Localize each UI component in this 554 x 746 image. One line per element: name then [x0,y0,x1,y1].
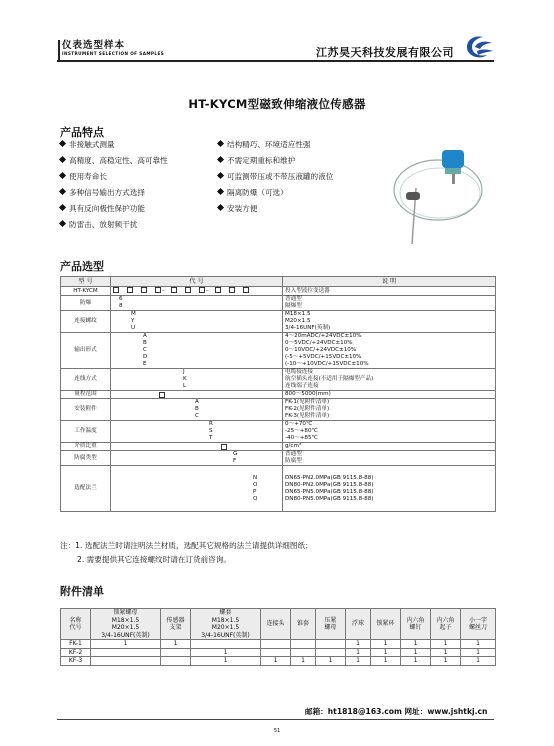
accessories-cell: FK-1 [61,640,91,649]
accessories-cell [291,640,316,649]
code-box [215,287,221,293]
selection-row-desc: 800～5000(mm) [283,391,496,399]
accessories-row [61,657,496,666]
accessories-cell: 1 [191,657,261,666]
accessories-cell: 1 [291,657,316,666]
accessories-cell [316,648,346,657]
selection-row-label: 介质比重 [61,443,111,451]
selection-row-codes [111,287,283,296]
accessories-cell: 1 [346,648,371,657]
diamond-bullet-icon [59,204,66,211]
selection-row-desc: g/cm³ [283,443,496,451]
accessories-cell: 1 [161,640,191,649]
code-box [127,287,133,293]
selection-row-desc: 0～+70℃ -25～+80℃ -40～+85℃ [283,421,496,443]
code-letters: A B C D E [143,333,148,367]
selection-row [61,311,496,333]
header-category [62,41,164,56]
note-2: 2. 需要提供其它连接螺纹时请在订货前咨询。 [77,555,231,564]
accessories-cell [191,640,261,649]
accessories-header-cell: 螺套 M18×1.5 M20×1.5 3/4-16UNF(英制) [191,609,261,640]
diamond-bullet-icon [217,188,224,195]
selection-row-label: 安装附件 [61,399,111,421]
footer-rule [57,719,494,720]
accessories-cell [161,657,191,666]
accessories-cell [161,648,191,657]
feature-item: 结构精巧、环境适应性强 [218,137,333,153]
header-category-en: INSTRUMENT SELECTION OF SAMPLES [62,50,165,56]
selection-row-codes [111,333,283,369]
selection-row-codes [111,466,283,512]
code-letters: 6 8 [119,296,123,309]
accessories-cell: 1 [461,640,496,649]
accessories-cell: 1 [461,657,496,666]
selection-row-desc: DN65-PN2.0MPa(GB 9115.8-88) DN80-PN2.0MPa(GB 9115.8-88) DN65-PN5.0MPa(GB 9115.8-88) DN80-PN5.0MPa(GB 9115.8-88) [283,466,496,512]
accessories-cell: 1 [346,640,371,649]
features-heading: 产品特点 [60,126,104,139]
footer-contact: 邮箱：ht1818@163.com 网址：www.jshtkj.cn [305,707,488,716]
code-box [113,287,119,293]
selection-row-codes [111,391,283,399]
accessories-row [61,648,496,657]
selection-body [61,287,496,512]
selection-row [61,296,496,311]
feature-item: 安装方便 [218,201,333,217]
accessories-cell: 1 [316,657,346,666]
selection-row-codes [111,451,283,466]
feature-item: 可监测带压或不带压液罐的液位 [218,169,333,185]
col-desc: 说 明 [283,277,496,287]
code-box [243,287,249,293]
code-letters: J K L [183,369,187,389]
selection-row-label: 连接螺纹 [61,311,111,333]
code-letters [113,392,280,398]
accessories-cell: KF-3 [61,657,91,666]
selection-row-codes [111,311,283,333]
accessories-cell: 1 [91,640,161,649]
code-box [229,287,235,293]
selection-row-label: 防腐类型 [61,451,111,466]
accessories-header-cell: 浮球 [346,609,371,640]
diamond-bullet-icon [59,172,66,179]
accessories-cell [316,640,346,649]
selection-row [61,369,496,391]
col-code: 代 号 [111,277,283,287]
features-right-list [218,137,333,217]
accessories-cell: 1 [371,640,401,649]
code-box [185,287,191,293]
accessories-header-cell: 连接头 [261,609,291,640]
page-number: 51 [273,728,281,734]
selection-header-row [61,277,496,287]
diamond-bullet-icon [59,140,66,147]
code-letters: A B C [195,399,199,419]
company-logo [463,33,495,61]
diamond-bullet-icon [217,204,224,211]
selection-row-codes [111,296,283,311]
selection-row [61,443,496,451]
feature-item: 具有反向极性保护功能 [60,201,168,217]
selection-row-label: 连线方式 [61,369,111,391]
diamond-bullet-icon [217,172,224,179]
col-model: 型 号 [61,277,111,287]
accessories-header-cell: 内六角 起子 [431,609,461,640]
feature-item: 高精度、高稳定性、高可靠性 [60,153,168,169]
code-letters [113,444,280,450]
selection-row-desc: M18×1.5 M20×1.5 3/4-16UNF(英制) [283,311,496,333]
accessories-cell: 1 [431,657,461,666]
selection-row-label: 防爆 [61,296,111,311]
sensor-product-image [390,148,490,248]
diamond-bullet-icon [59,156,66,163]
features-left-list [60,137,168,233]
selection-row [61,391,496,399]
selection-row [61,287,496,296]
accessories-cell: KF-2 [61,648,91,657]
accessories-header-cell: 内六角 螺钉 [401,609,431,640]
accessories-cell: 1 [401,648,431,657]
selection-row [61,399,496,421]
feature-item: 非接触式测量 [60,137,168,153]
accessories-header-cell: 名称 代号 [61,609,91,640]
accessories-cell: 1 [191,648,261,657]
selection-row-desc: 普通型 防腐型 [283,451,496,466]
accessories-cell: 1 [371,648,401,657]
diamond-bullet-icon [59,188,66,195]
selection-row-codes [111,399,283,421]
accessories-cell: 1 [461,648,496,657]
accessories-row [61,640,496,649]
company-name: 江苏昊天科技发展有限公司 [316,46,454,59]
diamond-bullet-icon [217,156,224,163]
accessories-cell: 1 [431,648,461,657]
accessories-cell: 1 [401,640,431,649]
selection-heading: 产品选型 [60,260,104,273]
accessories-header-cell: 锥套 [291,609,316,640]
selection-row-codes [111,421,283,443]
selection-row-codes [111,369,283,391]
feature-item: 多种信号输出方式选择 [60,185,168,201]
accessories-header-row [61,609,496,640]
selection-row-label: 工作温度 [61,421,111,443]
selection-row [61,333,496,369]
selection-row-desc: 电缆接连接 航空插头连接(不适用于隔爆型产品) 连线端子连接 [283,369,496,391]
accessories-cell: 1 [371,657,401,666]
code-boxes: – – [113,287,280,295]
note-1: 注：1. 选配法兰时请注明法兰材质，选配其它规格的法兰请提供详细图纸； [60,541,313,550]
feature-item: 使用寿命长 [60,169,168,185]
header-rule [57,60,494,62]
code-letters: M Y U [131,311,136,331]
selection-row [61,451,496,466]
accessories-cell: 1 [261,657,291,666]
code-box [221,444,227,450]
page-title: HT-KYCM型磁致伸缩液位传感器 [188,97,366,111]
diamond-bullet-icon [217,140,224,147]
header-bar [58,40,60,60]
selection-table [60,276,496,512]
accessories-header-cell: 锁紧环 [371,609,401,640]
code-letters: R S T [209,421,213,441]
feature-item: 不需定期重标和维护 [218,153,333,169]
notes [60,539,313,567]
diamond-bullet-icon [59,220,66,227]
accessories-header-cell: 小一字 螺丝刀 [461,609,496,640]
accessories-cell [91,657,161,666]
accessories-heading: 附件清单 [60,585,104,598]
code-letters: G F [233,451,238,464]
feature-item: 防雷击、放射频干扰 [60,217,168,233]
selection-row-desc: 普通型 隔爆型 [283,296,496,311]
selection-row-desc: 4～20mADC/+24VDC±10% 0～5VDC/+24VDC±10% 0～10VDC/+24VDC±10% (-5～+5VDC/+15VDC±10% (-10～+10VDC/+15VDC±10% [283,333,496,369]
code-box [171,287,177,293]
selection-row-desc: FK-1(见附件清单) FK-2(见附件清单) FK-3(见附件清单) [283,399,496,421]
selection-row-label: 输出形式 [61,333,111,369]
selection-row [61,421,496,443]
selection-row-desc: 投入型液位变送器 [283,287,496,296]
accessories-cell: 1 [401,657,431,666]
accessories-cell [291,648,316,657]
selection-row-label: HT-KYCM [61,287,111,296]
selection-row [61,466,496,512]
code-box [141,287,147,293]
header-category-cn: 仪表选型样本 [62,40,126,51]
accessories-cell [261,648,291,657]
accessories-cell: 1 [346,657,371,666]
accessories-body [61,609,496,666]
accessories-cell [91,648,161,657]
code-box [155,287,161,293]
code-box [199,287,205,293]
accessories-header-cell: 传感器 支架 [161,609,191,640]
code-letters: N O P Q [253,474,258,502]
selection-row-codes [111,443,283,451]
accessories-table [60,608,496,666]
accessories-cell: 1 [431,640,461,649]
selection-row-label: 选配法兰 [61,466,111,512]
code-box [159,392,165,398]
accessories-header-cell: 锁紧螺母 M18×1.5 M20×1.5 3/4-16UNF(英制) [91,609,161,640]
accessories-header-cell: 压紧 螺母 [316,609,346,640]
selection-row-label: 量程范围 [61,391,111,399]
accessories-cell [261,640,291,649]
feature-item: 隔离防爆（可选） [218,185,333,201]
